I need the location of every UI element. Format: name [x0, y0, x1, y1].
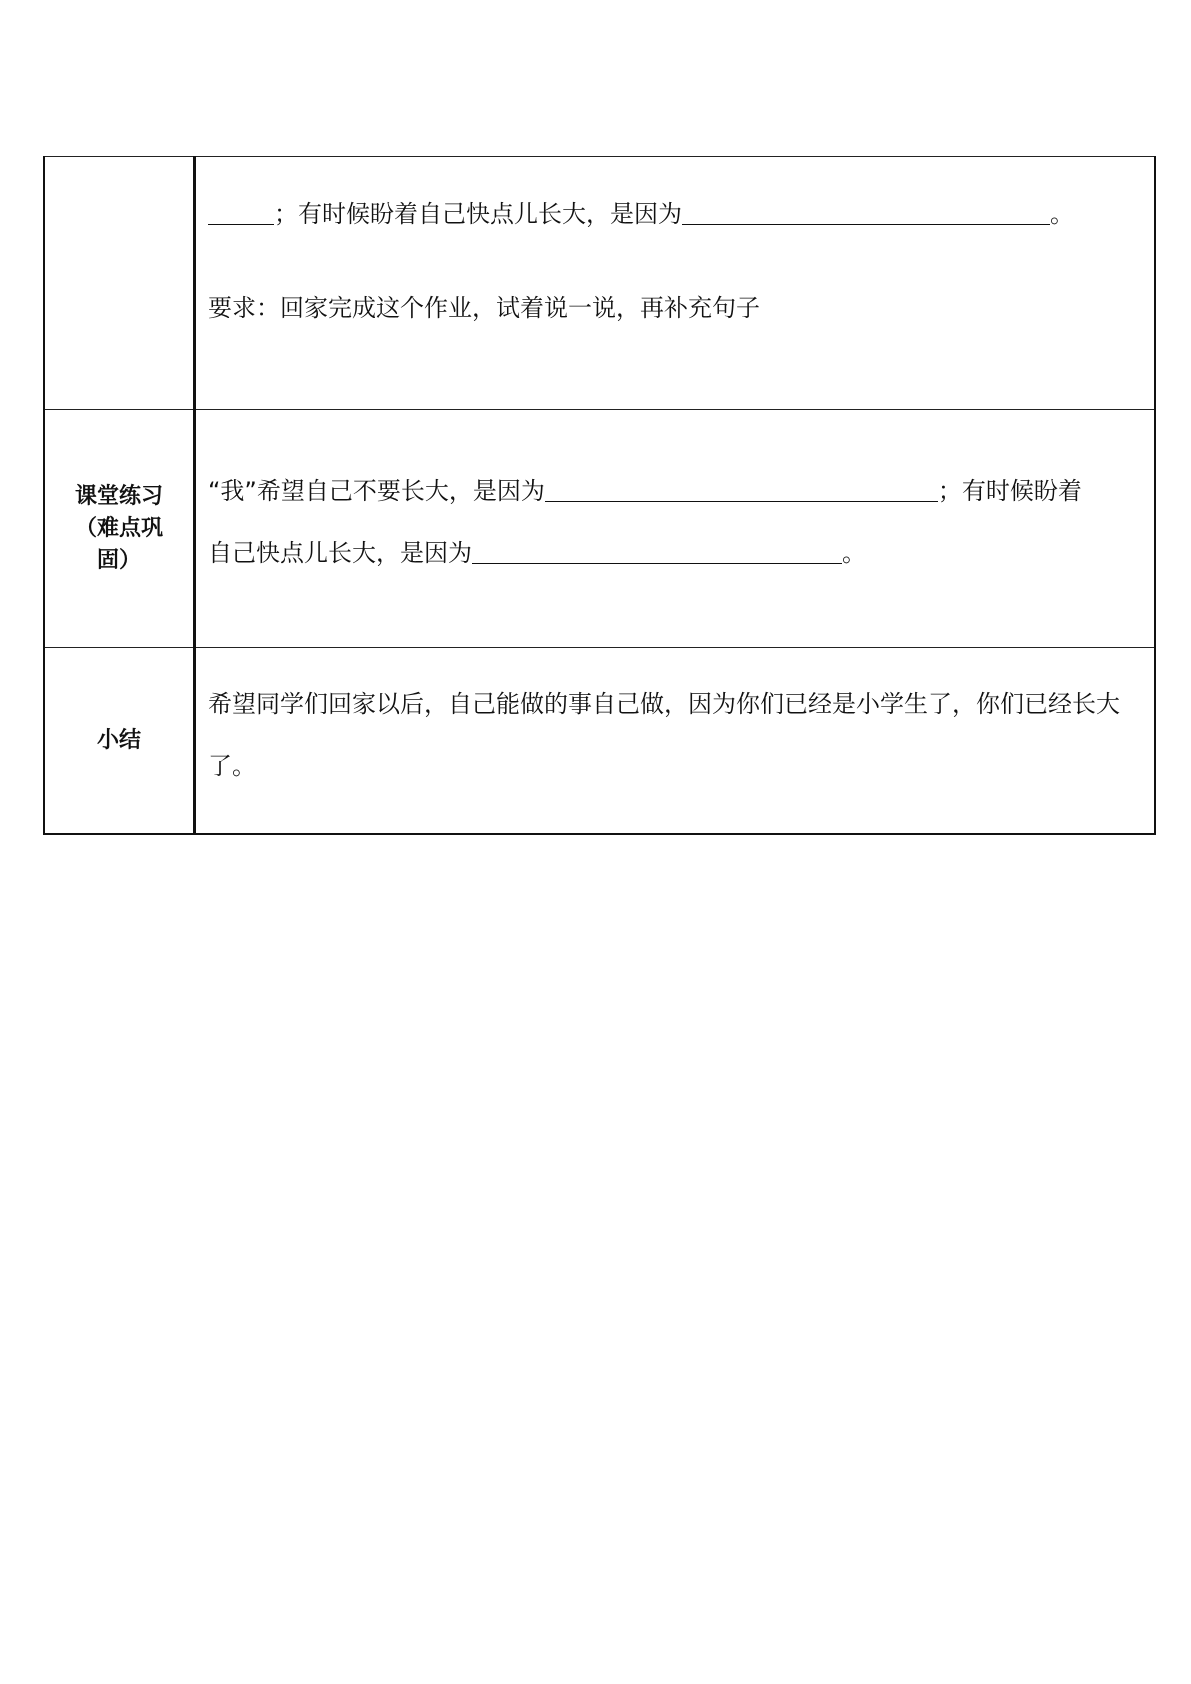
label-line: 小结 [96, 727, 141, 753]
requirement-text: 要求：回家完成这个作业，试着说一说，再补充句子 [208, 294, 760, 322]
row-content [195, 648, 1156, 835]
sentence-text: “我”希望自己不要长大，是因为 [208, 477, 545, 505]
lesson-plan-table [43, 156, 1156, 835]
sentence-end: 。 [1050, 200, 1074, 228]
label-line: （难点巩 [74, 515, 163, 541]
sentence-text: ；有时候盼着 [937, 477, 1082, 505]
label-line: 课堂练习 [74, 483, 163, 509]
fill-in-sentence [208, 183, 1140, 245]
answer-blank [682, 200, 1050, 225]
answer-blank [472, 539, 842, 564]
fill-in-sentence [208, 460, 1140, 522]
row-label-summary [44, 648, 195, 835]
summary-text: 希望同学们回家以后，自己能做的事自己做，因为你们已经是小学生了，你们已经长大了。 [208, 690, 1120, 780]
row-label-classroom-practice [44, 410, 195, 648]
answer-blank [545, 477, 938, 502]
label-line: 固） [96, 547, 141, 573]
fill-in-sentence [208, 522, 1140, 584]
sentence-text: 自己快点儿长大，是因为 [208, 539, 472, 567]
answer-blank [208, 200, 274, 225]
sentence-end: 。 [842, 539, 866, 567]
row-label-empty [44, 157, 195, 410]
table-row [44, 648, 1155, 835]
sentence-text: ；有时候盼着自己快点儿长大，是因为 [274, 200, 682, 228]
row-content [195, 157, 1156, 410]
table-row [44, 157, 1155, 410]
row-content [195, 410, 1156, 648]
table-row [44, 410, 1155, 648]
